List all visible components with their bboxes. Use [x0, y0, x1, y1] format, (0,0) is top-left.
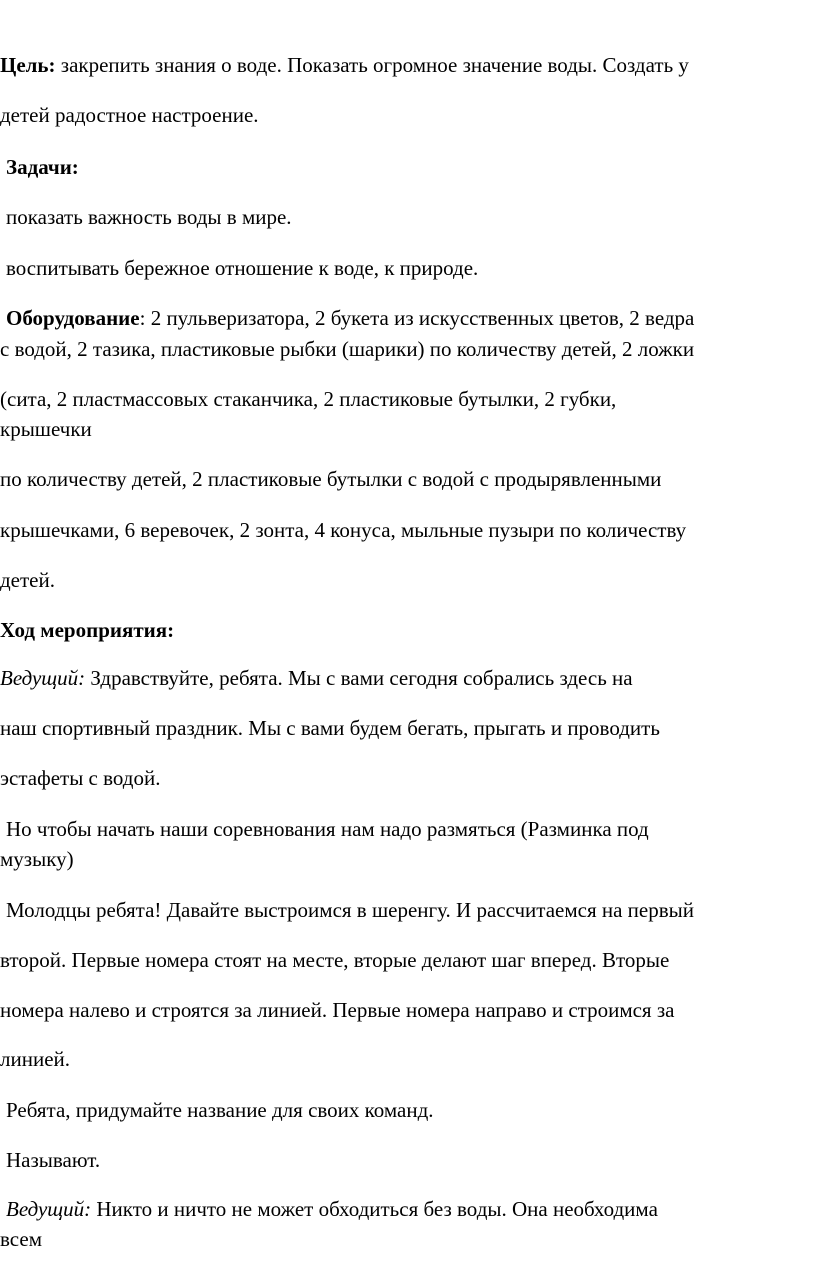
- equipment-line-6: крышечками, 6 веревочек, 2 зонта, 4 конуса, мыльные пузыри по количеству: [0, 518, 687, 542]
- speaker-label: Ведущий:: [6, 1197, 92, 1221]
- progress-heading: Ход мероприятия:: [0, 618, 175, 642]
- equipment-line-3: (сита, 2 пластмассовых стаканчика, 2 пластиковые бутылки, 2 губки,: [0, 387, 617, 411]
- goal-line-2: детей радостное настроение.: [0, 103, 259, 127]
- p2-line-1: Но чтобы начать наши соревнования нам надо размяться (Разминка под: [6, 817, 649, 841]
- tasks-heading: Задачи:: [6, 155, 79, 179]
- p5-line: Называют.: [6, 1148, 101, 1172]
- p6-line-1: Ведущий: Никто и ничто не может обходиться без воды. Она необходима: [6, 1197, 658, 1221]
- goal-text: закрепить знания о воде. Показать огромное значение воды. Создать у: [55, 53, 689, 77]
- goal-label: Цель:: [0, 53, 56, 77]
- p6-line-2: всем: [0, 1227, 42, 1251]
- p2-line-2: музыку): [0, 847, 74, 871]
- equipment-line-2: с водой, 2 тазика, пластиковые рыбки (шарики) по количеству детей, 2 ложки: [0, 337, 695, 361]
- p3-line-2: второй. Первые номера стоят на месте, вторые делают шаг вперед. Вторые: [0, 948, 670, 972]
- equipment-line-5: по количеству детей, 2 пластиковые бутылки с водой с продырявленными: [0, 467, 662, 491]
- p1-line-3: эстафеты с водой.: [0, 766, 161, 790]
- p3-line-1: Молодцы ребята! Давайте выстроимся в шеренгу. И рассчитаемся на первый: [6, 898, 695, 922]
- p3-line-4: линией.: [0, 1047, 71, 1071]
- p4-line: Ребята, придумайте название для своих команд.: [6, 1098, 434, 1122]
- equipment-label: Оборудование: [6, 306, 140, 330]
- task-item-2: воспитывать бережное отношение к воде, к природе.: [6, 256, 479, 280]
- speaker-label: Ведущий:: [0, 666, 86, 690]
- p1-line-2: наш спортивный праздник. Мы с вами будем бегать, прыгать и проводить: [0, 716, 660, 740]
- task-item-1: показать важность воды в мире.: [6, 205, 292, 229]
- equipment-line-7: детей.: [0, 568, 55, 592]
- p3-line-3: номера налево и строятся за линией. Первые номера направо и строимся за: [0, 998, 675, 1022]
- goal-line-1: [0, 53, 689, 78]
- p1-line-1: Ведущий: Здравствуйте, ребята. Мы с вами сегодня собрались здесь на: [0, 666, 633, 690]
- equipment-line-4: крышечки: [0, 417, 92, 441]
- equipment-line-1: Оборудование: 2 пульверизатора, 2 букета из искусственных цветов, 2 ведра: [6, 306, 695, 330]
